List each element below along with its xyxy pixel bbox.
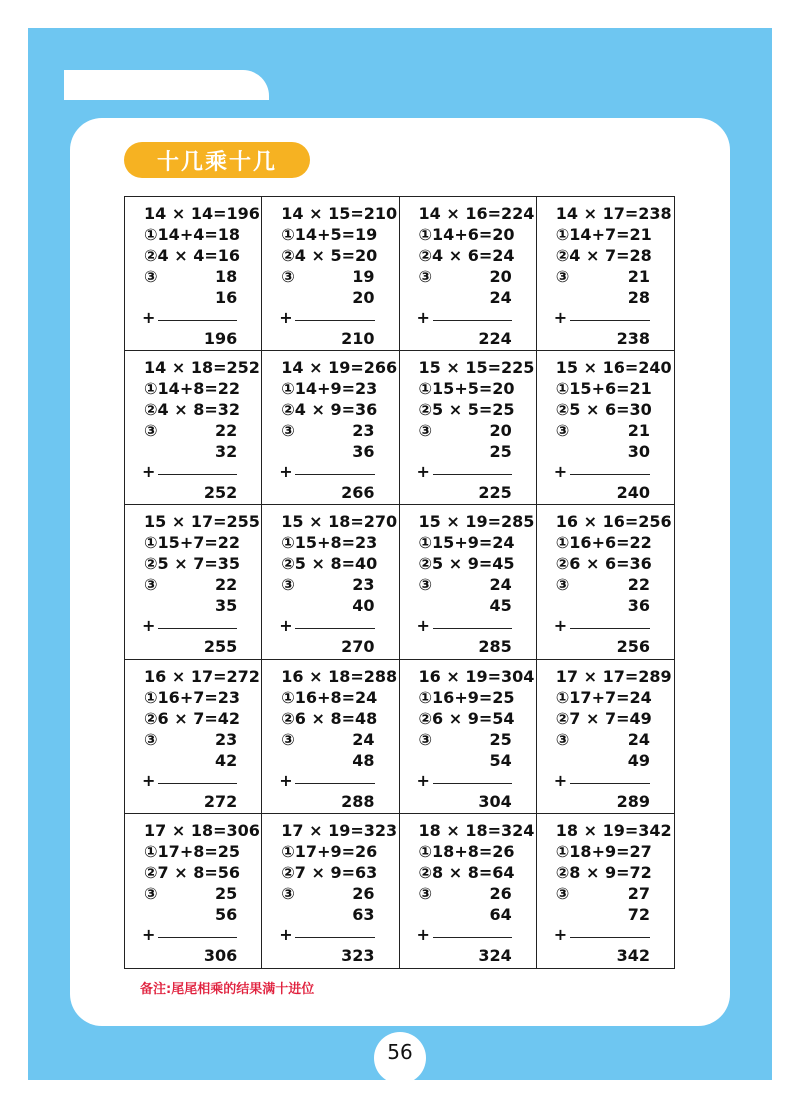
- sum-result: 225: [478, 483, 512, 503]
- problem-equation: 14 × 14=196: [144, 204, 260, 223]
- sum-result: 288: [341, 791, 375, 811]
- addend-one: 18: [214, 267, 238, 286]
- sum-line: [295, 628, 374, 629]
- sum-result: 289: [616, 791, 650, 811]
- sum-result: 342: [616, 945, 650, 965]
- problem-equation: 17 × 18=306: [144, 820, 260, 840]
- sum-result: 304: [478, 791, 512, 811]
- addend-two: 36: [352, 442, 375, 462]
- step-one: ①16+7=23: [144, 687, 241, 707]
- problem-equation: 16 × 16=256: [555, 512, 672, 532]
- problem-cell: [262, 660, 399, 814]
- addend-one: 24: [352, 729, 375, 749]
- problem-cell: [125, 660, 262, 814]
- addend-two: 30: [627, 442, 650, 462]
- sum-line: [295, 937, 374, 938]
- step-one: ①17+9=26: [281, 841, 378, 861]
- problem-cell: [400, 814, 537, 968]
- problem-cell: [400, 505, 537, 659]
- step-three-marker: ③: [418, 729, 433, 749]
- problem-cell: [400, 351, 537, 505]
- sum-line: [433, 474, 512, 475]
- problem-cell: [125, 814, 262, 968]
- problem-cell: [537, 197, 674, 351]
- addend-two: 32: [214, 442, 238, 462]
- sum-result: 255: [203, 637, 238, 657]
- addend-two: 42: [214, 750, 238, 770]
- step-two: ②4 × 4=16: [144, 246, 241, 265]
- step-three-marker: ③: [555, 421, 570, 441]
- step-two: ②6 × 7=42: [144, 708, 241, 728]
- step-one: ①18+8=26: [418, 841, 515, 861]
- addend-one: 25: [489, 729, 512, 749]
- step-one: ①14+6=20: [418, 225, 515, 244]
- plus-sign: +: [279, 308, 293, 327]
- sum-line: [295, 474, 374, 475]
- step-three-marker: ③: [418, 575, 433, 595]
- addend-two: 63: [352, 904, 375, 924]
- step-one: ①14+4=18: [144, 225, 241, 244]
- sum-line: [158, 937, 237, 938]
- header-tab: [64, 70, 269, 100]
- problem-equation: 15 × 15=225: [418, 358, 535, 378]
- sum-line: [570, 937, 650, 938]
- sum-result: 324: [478, 945, 512, 965]
- step-one: ①15+8=23: [281, 533, 378, 553]
- addend-two: 45: [489, 596, 512, 616]
- problem-equation: 18 × 18=324: [418, 820, 535, 840]
- step-three-marker: ③: [281, 575, 295, 595]
- addend-one: 22: [627, 575, 650, 595]
- problem-grid: [124, 196, 675, 969]
- problem-cell: [537, 505, 674, 659]
- addend-one: 26: [352, 883, 375, 903]
- sum-result: 270: [341, 637, 375, 657]
- addend-one: 24: [489, 575, 512, 595]
- step-one: ①14+8=22: [144, 379, 241, 399]
- problem-cell: [400, 197, 537, 351]
- step-two: ②5 × 6=30: [555, 400, 652, 420]
- step-one: ①17+7=24: [555, 687, 652, 707]
- problem-equation: 17 × 17=289: [555, 666, 672, 686]
- step-three-marker: ③: [144, 575, 158, 595]
- addend-two: 49: [627, 750, 650, 770]
- step-three-marker: ③: [281, 883, 295, 903]
- step-two: ②8 × 9=72: [555, 862, 652, 882]
- sum-result: 285: [478, 637, 512, 657]
- addend-two: 56: [214, 904, 238, 924]
- addend-one: 22: [214, 575, 238, 595]
- addend-one: 21: [627, 421, 650, 441]
- step-two: ②7 × 8=56: [144, 862, 241, 882]
- step-two: ②5 × 7=35: [144, 554, 241, 574]
- plus-sign: +: [553, 462, 568, 482]
- sum-result: 252: [203, 483, 238, 503]
- plus-sign: +: [142, 924, 156, 944]
- sum-result: 196: [203, 329, 238, 348]
- problem-equation: 14 × 17=238: [555, 204, 672, 223]
- problem-cell: [125, 505, 262, 659]
- problem-equation: 14 × 18=252: [144, 358, 260, 378]
- sum-line: [295, 783, 374, 784]
- problem-cell: [262, 197, 399, 351]
- sum-line: [570, 320, 650, 321]
- problem-equation: 15 × 18=270: [281, 512, 398, 532]
- problem-equation: 18 × 19=342: [555, 820, 672, 840]
- step-one: ①15+6=21: [555, 379, 652, 399]
- plus-sign: +: [553, 308, 568, 327]
- addend-two: 40: [352, 596, 375, 616]
- step-three-marker: ③: [555, 267, 570, 286]
- step-one: ①14+9=23: [281, 379, 378, 399]
- step-two: ②4 × 8=32: [144, 400, 241, 420]
- step-one: ①14+7=21: [555, 225, 652, 244]
- sum-line: [433, 937, 512, 938]
- step-three-marker: ③: [144, 883, 158, 903]
- sum-line: [433, 628, 512, 629]
- problem-cell: [125, 197, 262, 351]
- problem-cell: [537, 660, 674, 814]
- page-title: 十几乘十几: [124, 142, 310, 178]
- addend-one: 22: [214, 421, 238, 441]
- step-one: ①16+9=25: [418, 687, 515, 707]
- problem-cell: [537, 814, 674, 968]
- step-one: ①15+5=20: [418, 379, 515, 399]
- sum-line: [158, 320, 237, 321]
- sum-line: [158, 474, 237, 475]
- sum-line: [570, 474, 650, 475]
- step-two: ②5 × 8=40: [281, 554, 378, 574]
- sum-line: [433, 783, 512, 784]
- problem-cell: [262, 351, 399, 505]
- step-two: ②4 × 6=24: [418, 246, 515, 265]
- step-two: ②8 × 8=64: [418, 862, 515, 882]
- problem-cell: [537, 351, 674, 505]
- problem-equation: 16 × 18=288: [281, 666, 398, 686]
- addend-one: 23: [352, 421, 375, 441]
- page-number: 56: [387, 1040, 413, 1064]
- step-one: ①16+6=22: [555, 533, 652, 553]
- step-three-marker: ③: [555, 575, 570, 595]
- step-two: ②6 × 6=36: [555, 554, 652, 574]
- step-one: ①15+7=22: [144, 533, 241, 553]
- footnote: 备注:尾尾相乘的结果满十进位: [140, 982, 315, 997]
- addend-one: 23: [352, 575, 375, 595]
- problem-equation: 15 × 17=255: [144, 512, 260, 532]
- plus-sign: +: [142, 770, 156, 790]
- plus-sign: +: [553, 924, 568, 944]
- addend-two: 54: [489, 750, 512, 770]
- addend-one: 20: [489, 267, 512, 286]
- addend-one: 19: [352, 267, 375, 286]
- plus-sign: +: [142, 616, 156, 636]
- step-three-marker: ③: [281, 267, 295, 286]
- step-one: ①15+9=24: [418, 533, 515, 553]
- step-two: ②6 × 9=54: [418, 708, 515, 728]
- step-one: ①18+9=27: [555, 841, 652, 861]
- step-two: ②4 × 7=28: [555, 246, 652, 265]
- step-two: ②7 × 7=49: [555, 708, 652, 728]
- addend-two: 72: [627, 904, 650, 924]
- problem-equation: 16 × 17=272: [144, 666, 260, 686]
- step-three-marker: ③: [281, 421, 295, 441]
- addend-one: 25: [214, 883, 238, 903]
- problem-equation: 14 × 19=266: [281, 358, 398, 378]
- plus-sign: +: [416, 616, 430, 636]
- step-one: ①17+8=25: [144, 841, 241, 861]
- sum-line: [570, 628, 650, 629]
- step-two: ②5 × 9=45: [418, 554, 515, 574]
- addend-one: 24: [627, 729, 650, 749]
- problem-cell: [262, 505, 399, 659]
- plus-sign: +: [416, 308, 430, 327]
- step-three-marker: ③: [144, 267, 158, 286]
- plus-sign: +: [142, 308, 156, 327]
- addend-two: 36: [627, 596, 650, 616]
- sum-result: 272: [203, 791, 238, 811]
- problem-equation: 15 × 16=240: [555, 358, 672, 378]
- addend-one: 20: [489, 421, 512, 441]
- plus-sign: +: [279, 616, 293, 636]
- sum-line: [295, 320, 374, 321]
- addend-two: 48: [352, 750, 375, 770]
- plus-sign: +: [279, 462, 293, 482]
- addend-two: 20: [352, 288, 375, 307]
- sum-result: 266: [341, 483, 375, 503]
- addend-two: 25: [489, 442, 512, 462]
- addend-one: 26: [489, 883, 512, 903]
- problem-cell: [125, 351, 262, 505]
- step-two: ②4 × 5=20: [281, 246, 378, 265]
- addend-one: 27: [627, 883, 650, 903]
- plus-sign: +: [416, 924, 430, 944]
- step-two: ②5 × 5=25: [418, 400, 515, 420]
- problem-equation: 14 × 15=210: [281, 204, 398, 223]
- step-three-marker: ③: [281, 729, 295, 749]
- sum-line: [570, 783, 650, 784]
- step-three-marker: ③: [418, 421, 433, 441]
- problem-equation: 15 × 19=285: [418, 512, 535, 532]
- plus-sign: +: [553, 770, 568, 790]
- sum-line: [158, 628, 237, 629]
- problem-cell: [262, 814, 399, 968]
- sum-line: [433, 320, 512, 321]
- step-three-marker: ③: [418, 883, 433, 903]
- plus-sign: +: [279, 770, 293, 790]
- step-two: ②4 × 9=36: [281, 400, 378, 420]
- step-three-marker: ③: [418, 267, 433, 286]
- step-three-marker: ③: [144, 421, 158, 441]
- step-two: ②6 × 8=48: [281, 708, 378, 728]
- addend-two: 16: [214, 288, 238, 307]
- problem-equation: 17 × 19=323: [281, 820, 398, 840]
- sum-result: 323: [341, 945, 375, 965]
- plus-sign: +: [142, 462, 156, 482]
- step-one: ①16+8=24: [281, 687, 378, 707]
- sum-result: 238: [616, 329, 650, 348]
- addend-two: 28: [627, 288, 650, 307]
- sum-result: 240: [616, 483, 650, 503]
- addend-two: 64: [489, 904, 512, 924]
- problem-equation: 16 × 19=304: [418, 666, 535, 686]
- sum-line: [158, 783, 237, 784]
- addend-one: 23: [214, 729, 238, 749]
- addend-one: 21: [627, 267, 650, 286]
- step-one: ①14+5=19: [281, 225, 378, 244]
- sum-result: 210: [341, 329, 375, 348]
- plus-sign: +: [553, 616, 568, 636]
- problem-cell: [400, 660, 537, 814]
- step-two: ②7 × 9=63: [281, 862, 378, 882]
- addend-two: 24: [489, 288, 512, 307]
- step-three-marker: ③: [555, 883, 570, 903]
- sum-result: 224: [478, 329, 512, 348]
- step-three-marker: ③: [555, 729, 570, 749]
- step-three-marker: ③: [144, 729, 158, 749]
- sum-result: 256: [616, 637, 650, 657]
- sum-result: 306: [203, 945, 238, 965]
- plus-sign: +: [279, 924, 293, 944]
- addend-two: 35: [214, 596, 238, 616]
- plus-sign: +: [416, 462, 430, 482]
- problem-equation: 14 × 16=224: [418, 204, 535, 223]
- plus-sign: +: [416, 770, 430, 790]
